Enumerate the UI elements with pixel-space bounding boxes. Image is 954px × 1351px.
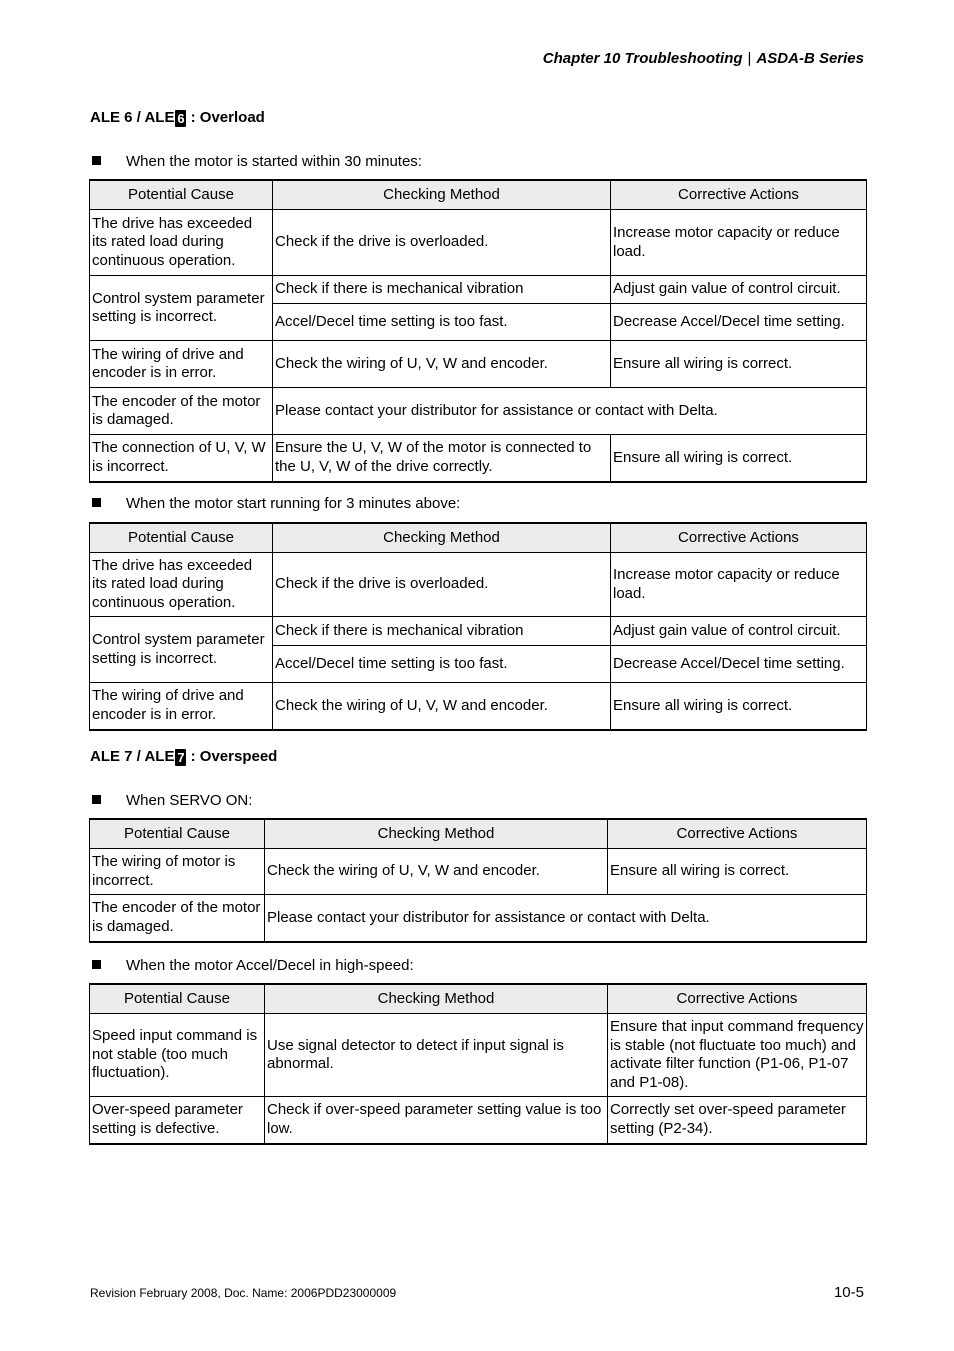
section-prefix: ALE 7 / ALE: [90, 748, 175, 765]
method-cell: Check the wiring of U, V, W and encoder.: [273, 683, 611, 730]
column-header-action: Corrective Actions: [611, 523, 867, 553]
method-cell: Use signal detector to detect if input signal is abnormal.: [265, 1014, 608, 1097]
bullet-item: [92, 957, 414, 974]
bullet-text: When the motor is started within 30 minutes:: [126, 153, 422, 170]
method-cell: Check if there is mechanical vibration: [273, 276, 611, 304]
column-header-cause: Potential Cause: [90, 819, 265, 849]
header-separator: |: [747, 50, 752, 67]
seven-segment-7-icon: 7: [177, 750, 185, 765]
section-title-overspeed: [90, 748, 277, 766]
bullet-text: When SERVO ON:: [126, 792, 253, 809]
overspeed-table-1: [89, 818, 867, 943]
cause-cell: The wiring of drive and encoder is in error.: [90, 683, 273, 730]
section-title-overload: [90, 109, 265, 127]
merged-cell: Please contact your distributor for assistance or contact with Delta.: [265, 895, 867, 942]
method-cell: Check if the drive is overloaded.: [273, 553, 611, 617]
action-cell: Adjust gain value of control circuit.: [611, 617, 867, 646]
method-cell: Accel/Decel time setting is too fast.: [273, 304, 611, 341]
column-header-action: Corrective Actions: [611, 180, 867, 210]
cause-cell: Over-speed parameter setting is defective.: [90, 1097, 265, 1144]
bullet-item: [92, 153, 422, 170]
column-header-action: Corrective Actions: [608, 819, 867, 849]
action-cell: Ensure that input command frequency is stable (not fluctuate too much) and activate filter function (P1-06, P1-07 and P1-08).: [608, 1014, 867, 1097]
method-cell: Check if the drive is overloaded.: [273, 210, 611, 276]
cause-cell: The encoder of the motor is damaged.: [90, 895, 265, 942]
bullet-text: When the motor start running for 3 minutes above:: [126, 495, 461, 512]
footer-revision: Revision February 2008, Doc. Name: 2006PDD23000009: [90, 1286, 397, 1300]
chapter-title: Chapter 10 Troubleshooting: [542, 50, 743, 67]
method-cell: Check if there is mechanical vibration: [273, 617, 611, 646]
square-bullet-icon: [92, 795, 101, 804]
overspeed-table-2: [89, 983, 867, 1145]
square-bullet-icon: [92, 498, 101, 507]
merged-cell: Please contact your distributor for assistance or contact with Delta.: [273, 388, 867, 435]
action-cell: Correctly set over-speed parameter setting (P2-34).: [608, 1097, 867, 1144]
method-cell: Check the wiring of U, V, W and encoder.: [273, 341, 611, 388]
cause-cell: Speed input command is not stable (too much fluctuation).: [90, 1014, 265, 1097]
overload-table-1: [89, 179, 867, 483]
column-header-cause: Potential Cause: [90, 984, 265, 1014]
action-cell: Adjust gain value of control circuit.: [611, 276, 867, 304]
cause-cell: The encoder of the motor is damaged.: [90, 388, 273, 435]
bullet-item: [92, 792, 252, 809]
overload-table-2: [89, 522, 867, 731]
square-bullet-icon: [92, 156, 101, 165]
page-number: 10-5: [833, 1284, 864, 1301]
column-header-method: Checking Method: [273, 180, 611, 210]
action-cell: Ensure all wiring is correct.: [611, 341, 867, 388]
action-cell: Increase motor capacity or reduce load.: [611, 553, 867, 617]
cause-cell: The wiring of motor is incorrect.: [90, 849, 265, 895]
action-cell: Ensure all wiring is correct.: [608, 849, 867, 895]
column-header-method: Checking Method: [273, 523, 611, 553]
method-cell: Check the wiring of U, V, W and encoder.: [265, 849, 608, 895]
column-header-action: Corrective Actions: [608, 984, 867, 1014]
cause-cell: The drive has exceeded its rated load during continuous operation.: [90, 210, 273, 276]
cause-cell: The drive has exceeded its rated load during continuous operation.: [90, 553, 273, 617]
seven-segment-6-icon: 6: [177, 111, 185, 126]
action-cell: Decrease Accel/Decel time setting.: [611, 304, 867, 341]
method-cell: Accel/Decel time setting is too fast.: [273, 646, 611, 683]
column-header-cause: Potential Cause: [90, 523, 273, 553]
page-header: [543, 50, 864, 67]
cause-cell: Control system parameter setting is incorrect.: [90, 617, 273, 683]
method-cell: Check if over-speed parameter setting value is too low.: [265, 1097, 608, 1144]
bullet-text: When the motor Accel/Decel in high-speed:: [126, 957, 414, 974]
method-cell: Ensure the U, V, W of the motor is connected to the U, V, W of the drive correctly.: [273, 435, 611, 482]
action-cell: Ensure all wiring is correct.: [611, 683, 867, 730]
cause-cell: Control system parameter setting is incorrect.: [90, 276, 273, 341]
column-header-method: Checking Method: [265, 819, 608, 849]
column-header-method: Checking Method: [265, 984, 608, 1014]
section-prefix: ALE 6 / ALE: [90, 109, 175, 126]
series-name: ASDA-B Series: [756, 50, 864, 67]
action-cell: Increase motor capacity or reduce load.: [611, 210, 867, 276]
column-header-cause: Potential Cause: [90, 180, 273, 210]
bullet-item: [92, 495, 460, 512]
action-cell: Ensure all wiring is correct.: [611, 435, 867, 482]
cause-cell: The wiring of drive and encoder is in error.: [90, 341, 273, 388]
action-cell: Decrease Accel/Decel time setting.: [611, 646, 867, 683]
cause-cell: The connection of U, V, W is incorrect.: [90, 435, 273, 482]
section-suffix: : Overspeed: [186, 748, 278, 765]
square-bullet-icon: [92, 960, 101, 969]
section-suffix: : Overload: [186, 109, 265, 126]
